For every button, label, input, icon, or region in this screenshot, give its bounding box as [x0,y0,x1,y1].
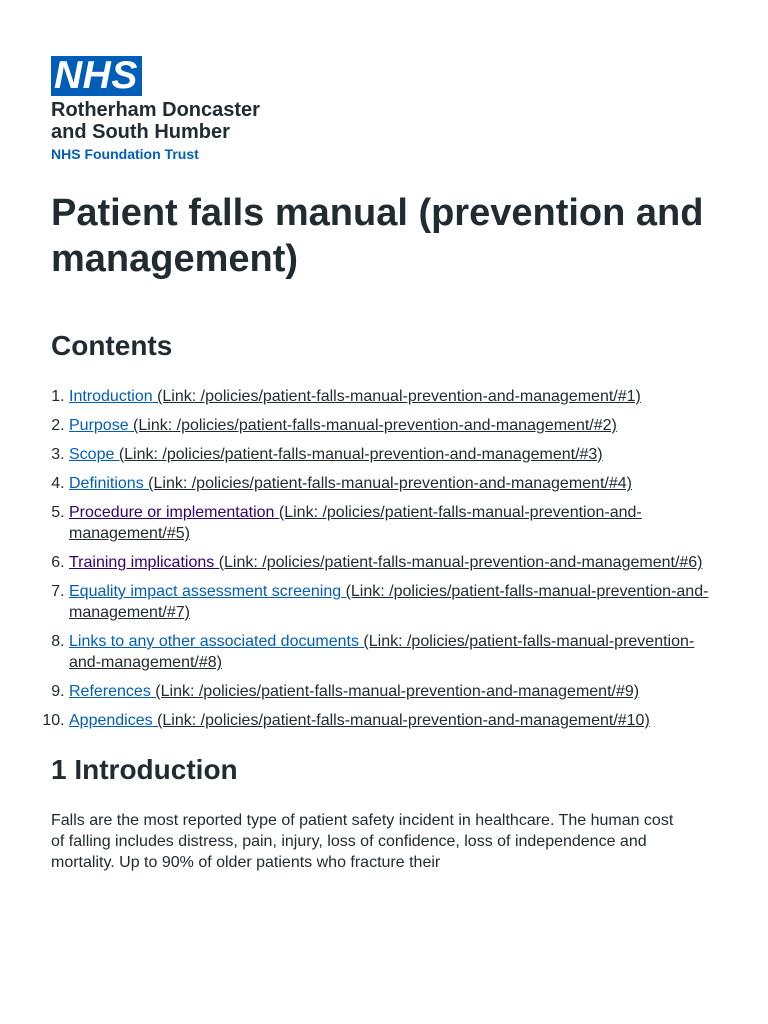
toc-link-definitions[interactable]: Definitions (Link: /policies/patient-falls-manual-prevention-and-management/#4) [69,475,632,492]
toc-link-associated-docs[interactable]: Links to any other associated documents (Link: /policies/patient-falls-manual-prevention-and-management/#8) [69,633,695,671]
toc-link-appendices[interactable]: Appendices (Link: /policies/patient-falls-manual-prevention-and-management/#10) [69,712,650,729]
toc-link-info: (Link: /policies/patient-falls-manual-prevention-and-management/#5) [69,504,642,542]
toc-link-references[interactable]: References (Link: /policies/patient-falls-manual-prevention-and-management/#9) [69,683,640,700]
toc-item [69,473,721,494]
toc-item [69,415,721,436]
toc-link-procedure[interactable]: Procedure or implementation (Link: /policies/patient-falls-manual-prevention-and-management/#5) [69,504,642,542]
toc-item [69,631,721,673]
toc-link-info: (Link: /policies/patient-falls-manual-prevention-and-management/#8) [69,633,695,671]
toc-item [69,681,721,702]
page-content [51,56,721,873]
toc-link-info: (Link: /policies/patient-falls-manual-prevention-and-management/#6) [218,554,703,571]
toc-link-info: (Link: /policies/patient-falls-manual-prevention-and-management/#3) [118,446,603,463]
toc-link-scope[interactable]: Scope (Link: /policies/patient-falls-manual-prevention-and-management/#3) [69,446,603,463]
header-logo[interactable] [51,56,721,164]
org-name-line1: Rotherham Doncaster [51,99,260,121]
toc-item [69,386,721,407]
org-subtitle: NHS Foundation Trust [51,146,199,162]
toc-link-info: (Link: /policies/patient-falls-manual-prevention-and-management/#9) [155,683,640,700]
toc-item [69,552,721,573]
toc-link-info: (Link: /policies/patient-falls-manual-prevention-and-management/#10) [157,712,650,729]
toc-link-info: (Link: /policies/patient-falls-manual-prevention-and-management/#1) [157,388,641,405]
table-of-contents [51,386,721,731]
toc-item [69,444,721,465]
page-title: Patient falls manual (prevention and management) [51,192,704,280]
toc-item [69,710,721,731]
toc-link-equality[interactable]: Equality impact assessment screening (Link: /policies/patient-falls-manual-prevention-and-management/#7) [69,583,709,621]
section-body-text: Falls are the most reported type of patient safety incident in healthcare. The human cost of falling includes distress, pain, injury, loss of confidence, loss of independence and mortality. Up to 90% of older patients who fracture their [51,812,674,871]
toc-link-info: (Link: /policies/patient-falls-manual-prevention-and-management/#2) [133,417,617,434]
toc-link-introduction[interactable]: Introduction (Link: /policies/patient-falls-manual-prevention-and-management/#1) [69,388,641,405]
toc-link-purpose[interactable]: Purpose (Link: /policies/patient-falls-manual-prevention-and-management/#2) [69,417,617,434]
contents-heading: Contents [51,330,173,361]
nhs-logo[interactable]: NHS [51,56,142,96]
section-heading-introduction: 1 Introduction [51,754,238,785]
toc-item [69,502,721,544]
toc-item [69,581,721,623]
org-name-line2: and South Humber [51,121,230,143]
toc-link-training[interactable]: Training implications (Link: /policies/patient-falls-manual-prevention-and-management/#6) [69,554,703,571]
toc-link-info: (Link: /policies/patient-falls-manual-prevention-and-management/#7) [69,583,709,621]
toc-link-info: (Link: /policies/patient-falls-manual-prevention-and-management/#4) [148,475,632,492]
